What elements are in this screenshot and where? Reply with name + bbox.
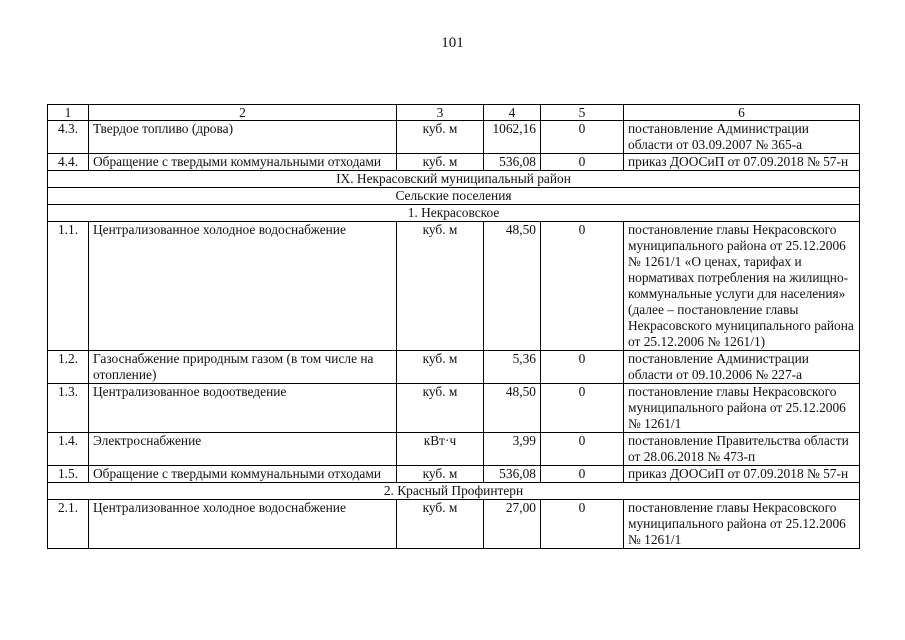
district-title: IX. Некрасовский муниципальный район <box>48 171 860 188</box>
service-name: Твердое топливо (дрова) <box>89 121 397 154</box>
table-row <box>48 384 860 433</box>
row-number: 2.1. <box>48 500 89 549</box>
service-name: Обращение с твердыми коммунальными отходами <box>89 466 397 483</box>
table-row <box>48 154 860 171</box>
unit: куб. м <box>397 351 484 384</box>
col5-value: 0 <box>541 351 624 384</box>
col5-value: 0 <box>541 222 624 351</box>
price: 5,36 <box>484 351 541 384</box>
row-number: 1.3. <box>48 384 89 433</box>
legal-basis: приказ ДООСиП от 07.09.2018 № 57-н <box>624 154 860 171</box>
service-name: Обращение с твердыми коммунальными отходами <box>89 154 397 171</box>
price: 3,99 <box>484 433 541 466</box>
header-cell: 2 <box>89 105 397 121</box>
col5-value: 0 <box>541 500 624 549</box>
legal-basis: приказ ДООСиП от 07.09.2018 № 57-н <box>624 466 860 483</box>
table-row <box>48 466 860 483</box>
price: 536,08 <box>484 154 541 171</box>
unit: куб. м <box>397 222 484 351</box>
table-row <box>48 222 860 351</box>
service-name: Централизованное холодное водоснабжение <box>89 500 397 549</box>
settlement-title: 2. Красный Профинтерн <box>48 483 860 500</box>
page-number: 101 <box>441 35 464 51</box>
unit: куб. м <box>397 154 484 171</box>
row-number: 4.3. <box>48 121 89 154</box>
col5-value: 0 <box>541 466 624 483</box>
row-number: 1.2. <box>48 351 89 384</box>
table-row <box>48 121 860 154</box>
price: 48,50 <box>484 384 541 433</box>
price: 27,00 <box>484 500 541 549</box>
header-cell: 4 <box>484 105 541 121</box>
legal-basis: постановление главы Некрасовского муниципального района от 25.12.2006 № 1261/1 <box>624 500 860 549</box>
unit: куб. м <box>397 384 484 433</box>
header-cell: 1 <box>48 105 89 121</box>
legal-basis: постановление главы Некрасовского муниципального района от 25.12.2006 № 1261/1 «О ценах, тарифах и нормативах потребления на жилищно-коммунальные услуги для населения» (далее – постановление главы Некрасовского муниципального района от 25.12.2006 № 1261/1) <box>624 222 860 351</box>
settlement-title: 1. Некрасовское <box>48 205 860 222</box>
section-row <box>48 205 860 222</box>
table-row <box>48 500 860 549</box>
unit: куб. м <box>397 500 484 549</box>
legal-basis: постановление Администрации области от 09.10.2006 № 227-а <box>624 351 860 384</box>
unit: куб. м <box>397 466 484 483</box>
col5-value: 0 <box>541 154 624 171</box>
unit: кВт·ч <box>397 433 484 466</box>
header-cell: 6 <box>624 105 860 121</box>
col5-value: 0 <box>541 384 624 433</box>
row-number: 1.5. <box>48 466 89 483</box>
header-row <box>48 105 860 121</box>
section-row <box>48 483 860 500</box>
price: 1062,16 <box>484 121 541 154</box>
col5-value: 0 <box>541 121 624 154</box>
table-row <box>48 351 860 384</box>
service-name: Централизованное водоотведение <box>89 384 397 433</box>
tariff-table <box>47 104 860 549</box>
row-number: 1.1. <box>48 222 89 351</box>
price: 48,50 <box>484 222 541 351</box>
service-name: Централизованное холодное водоснабжение <box>89 222 397 351</box>
unit: куб. м <box>397 121 484 154</box>
section-row <box>48 188 860 205</box>
section-row <box>48 171 860 188</box>
settlements-title: Сельские поселения <box>48 188 860 205</box>
col5-value: 0 <box>541 433 624 466</box>
table-row <box>48 433 860 466</box>
header-cell: 3 <box>397 105 484 121</box>
service-name: Газоснабжение природным газом (в том числе на отопление) <box>89 351 397 384</box>
legal-basis: постановление Администрации области от 03.09.2007 № 365-а <box>624 121 860 154</box>
service-name: Электроснабжение <box>89 433 397 466</box>
row-number: 4.4. <box>48 154 89 171</box>
legal-basis: постановление главы Некрасовского муниципального района от 25.12.2006 № 1261/1 <box>624 384 860 433</box>
price: 536,08 <box>484 466 541 483</box>
legal-basis: постановление Правительства области от 28.06.2018 № 473-п <box>624 433 860 466</box>
row-number: 1.4. <box>48 433 89 466</box>
header-cell: 5 <box>541 105 624 121</box>
